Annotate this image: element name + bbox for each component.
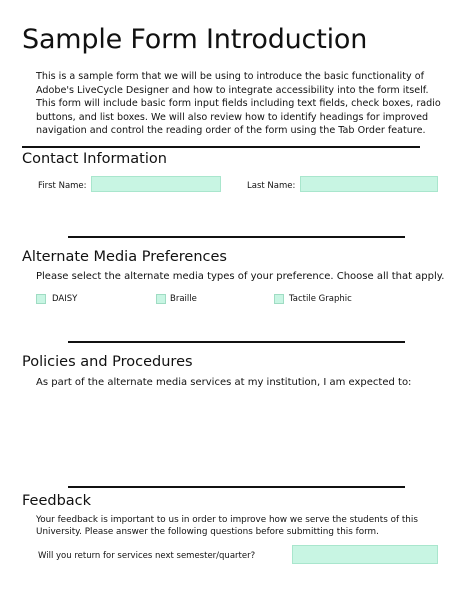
policies-heading: Policies and Procedures <box>22 354 193 370</box>
feedback-description: Your feedback is important to us in order to improve how we serve the students of this University. Please answer the following questions before submitting this form. <box>36 515 418 538</box>
alternate-media-heading: Alternate Media Preferences <box>22 249 227 265</box>
last-name-field[interactable] <box>300 176 438 192</box>
feedback-heading: Feedback <box>22 493 92 509</box>
braille-checkbox[interactable] <box>156 294 166 304</box>
policies-divider <box>68 486 405 488</box>
return-question-label: Will you return for services next semester/quarter? <box>38 551 256 561</box>
policies-prompt: As part of the alternate media services at my institution, I am expected to: <box>36 377 412 388</box>
page-title: Sample Form Introduction <box>22 24 368 55</box>
media-divider <box>68 341 405 343</box>
first-name-field[interactable] <box>91 176 221 192</box>
contact-information-heading: Contact Information <box>22 151 167 167</box>
daisy-label: DAISY <box>52 294 78 304</box>
last-name-label: Last Name: <box>247 181 296 191</box>
daisy-checkbox[interactable] <box>36 294 46 304</box>
alternate-media-prompt: Please select the alternate media types of your preference. Choose all that apply. <box>36 271 445 282</box>
braille-label: Braille <box>170 294 197 304</box>
intro-paragraph: This is a sample form that we will be using to introduce the basic functionality of Adobe's LiveCycle Designer and how to integrate accessibility into the form itself. This form will include basic form input fields including text fields, check boxes, radio buttons, and list boxes. We will also review how to identify headings for improved navigation and control the reading order of the form using the Tab Order feature. <box>36 71 441 137</box>
title-divider <box>22 146 420 148</box>
first-name-label: First Name: <box>38 181 87 191</box>
tactile-graphic-label: Tactile Graphic <box>289 294 352 304</box>
tactile-graphic-checkbox[interactable] <box>274 294 284 304</box>
contact-divider <box>68 236 405 238</box>
return-answer-field[interactable] <box>292 545 438 564</box>
